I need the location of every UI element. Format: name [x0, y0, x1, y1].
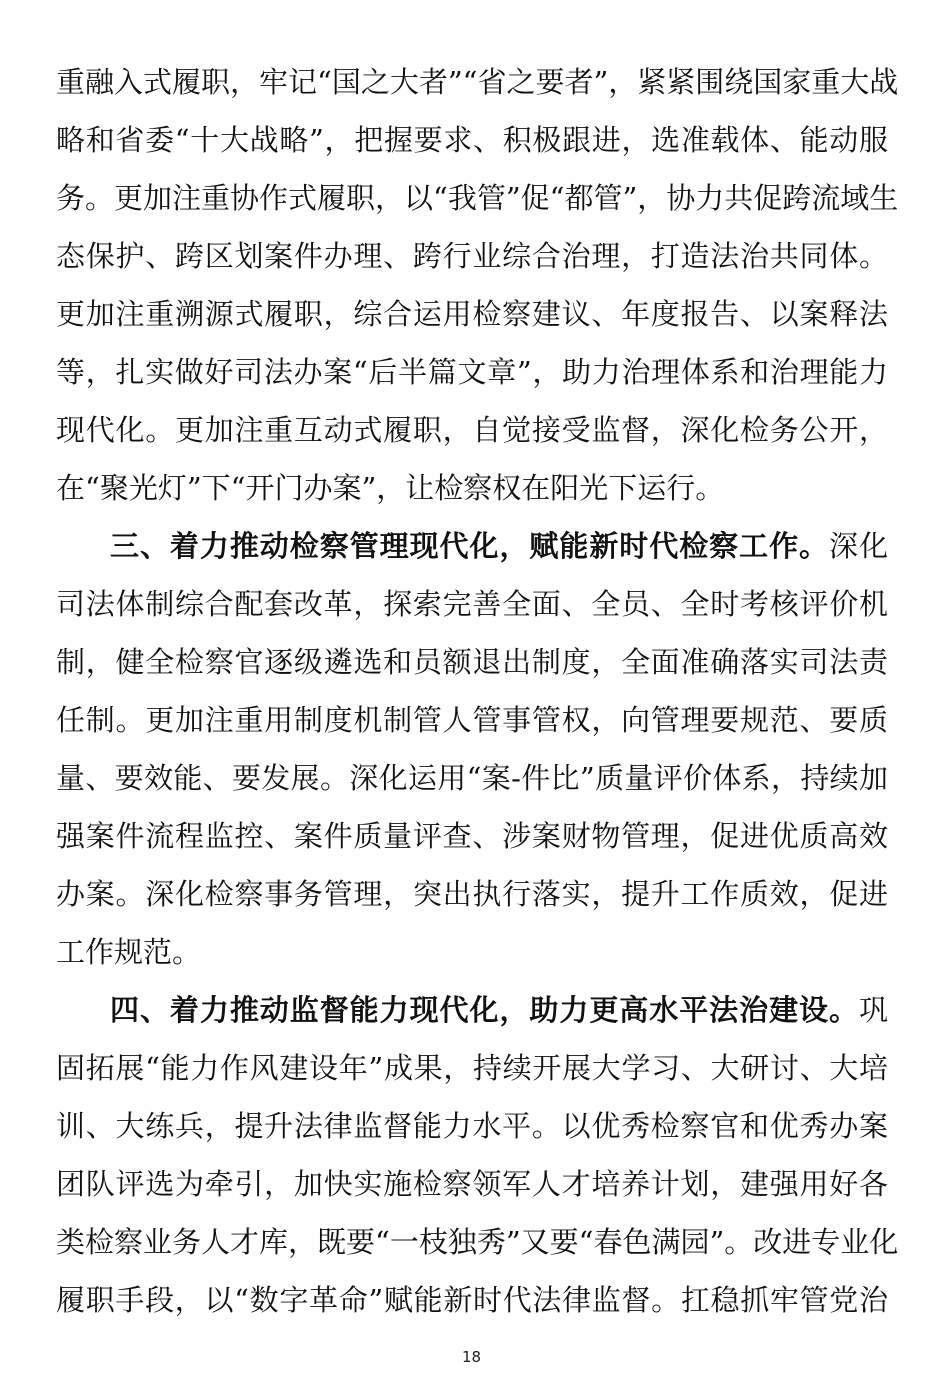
body-line: 现代化。更加注重互动式履职，自觉接受监督，深化检务公开，: [56, 413, 888, 447]
body-line: 量、要效能、要发展。深化运用“案-件比”质量评价体系，持续加: [56, 761, 888, 795]
body-line: 更加注重溯源式履职，综合运用检察建议、年度报告、以案释法: [56, 297, 888, 331]
section-heading-line: [110, 526, 888, 566]
body-line: 重融入式履职，牢记“国之大者”“省之要者”，紧紧围绕国家重大战: [56, 65, 899, 99]
body-line: 务。更加注重协作式履职，以“我管”促“都管”，协力共促跨流域生: [56, 181, 899, 215]
body-line: 固拓展“能力作风建设年”成果，持续开展大学习、大研讨、大培: [56, 1051, 888, 1085]
body-line: 司法体制综合配套改革，探索完善全面、全员、全时考核评价机: [56, 587, 888, 621]
body-line: 强案件流程监控、案件质量评查、涉案财物管理，促进优质高效: [56, 819, 888, 853]
body-line: 训、大练兵，提升法律监督能力水平。以优秀检察官和优秀办案: [56, 1109, 888, 1143]
body-line: 略和省委“十大战略”，把握要求、积极跟进，选准载体、能动服: [56, 123, 888, 157]
heading-line-rest: 巩: [858, 993, 888, 1027]
body-line: 办案。深化检察事务管理，突出执行落实，提升工作质效，促进: [56, 877, 888, 911]
body-line: 团队评选为牵引，加快实施检察领军人才培养计划，建强用好各: [56, 1167, 888, 1201]
section-heading: 三、着力推动检察管理现代化，赋能新时代检察工作。: [110, 529, 830, 563]
heading-line-rest: 深化: [829, 529, 888, 563]
body-line: 履职手段，以“数字革命”赋能新时代法律监督。扛稳抓牢管党治: [56, 1283, 888, 1317]
body-line: 任制。更加注重用制度机制管人管事管权，向管理要规范、要质: [56, 703, 888, 737]
body-line: 类检察业务人才库，既要“一枝独秀”又要“春色满园”。改进专业化: [56, 1225, 899, 1259]
body-line: 在“聚光灯”下“开门办案”，让检察权在阳光下运行。: [56, 471, 725, 505]
page-number: 18: [461, 1348, 482, 1366]
body-line: 态保护、跨区划案件办理、跨行业综合治理，打造法治共同体。: [56, 239, 888, 273]
body-line: 制，健全检察官逐级遴选和员额退出制度，全面准确落实司法责: [56, 645, 888, 679]
section-heading-line: [110, 990, 888, 1030]
body-line: 工作规范。: [56, 935, 202, 969]
body-line: 等，扎实做好司法办案“后半篇文章”，助力治理体系和治理能力: [56, 355, 888, 389]
section-heading: 四、着力推动监督能力现代化，助力更高水平法治建设。: [110, 993, 859, 1027]
